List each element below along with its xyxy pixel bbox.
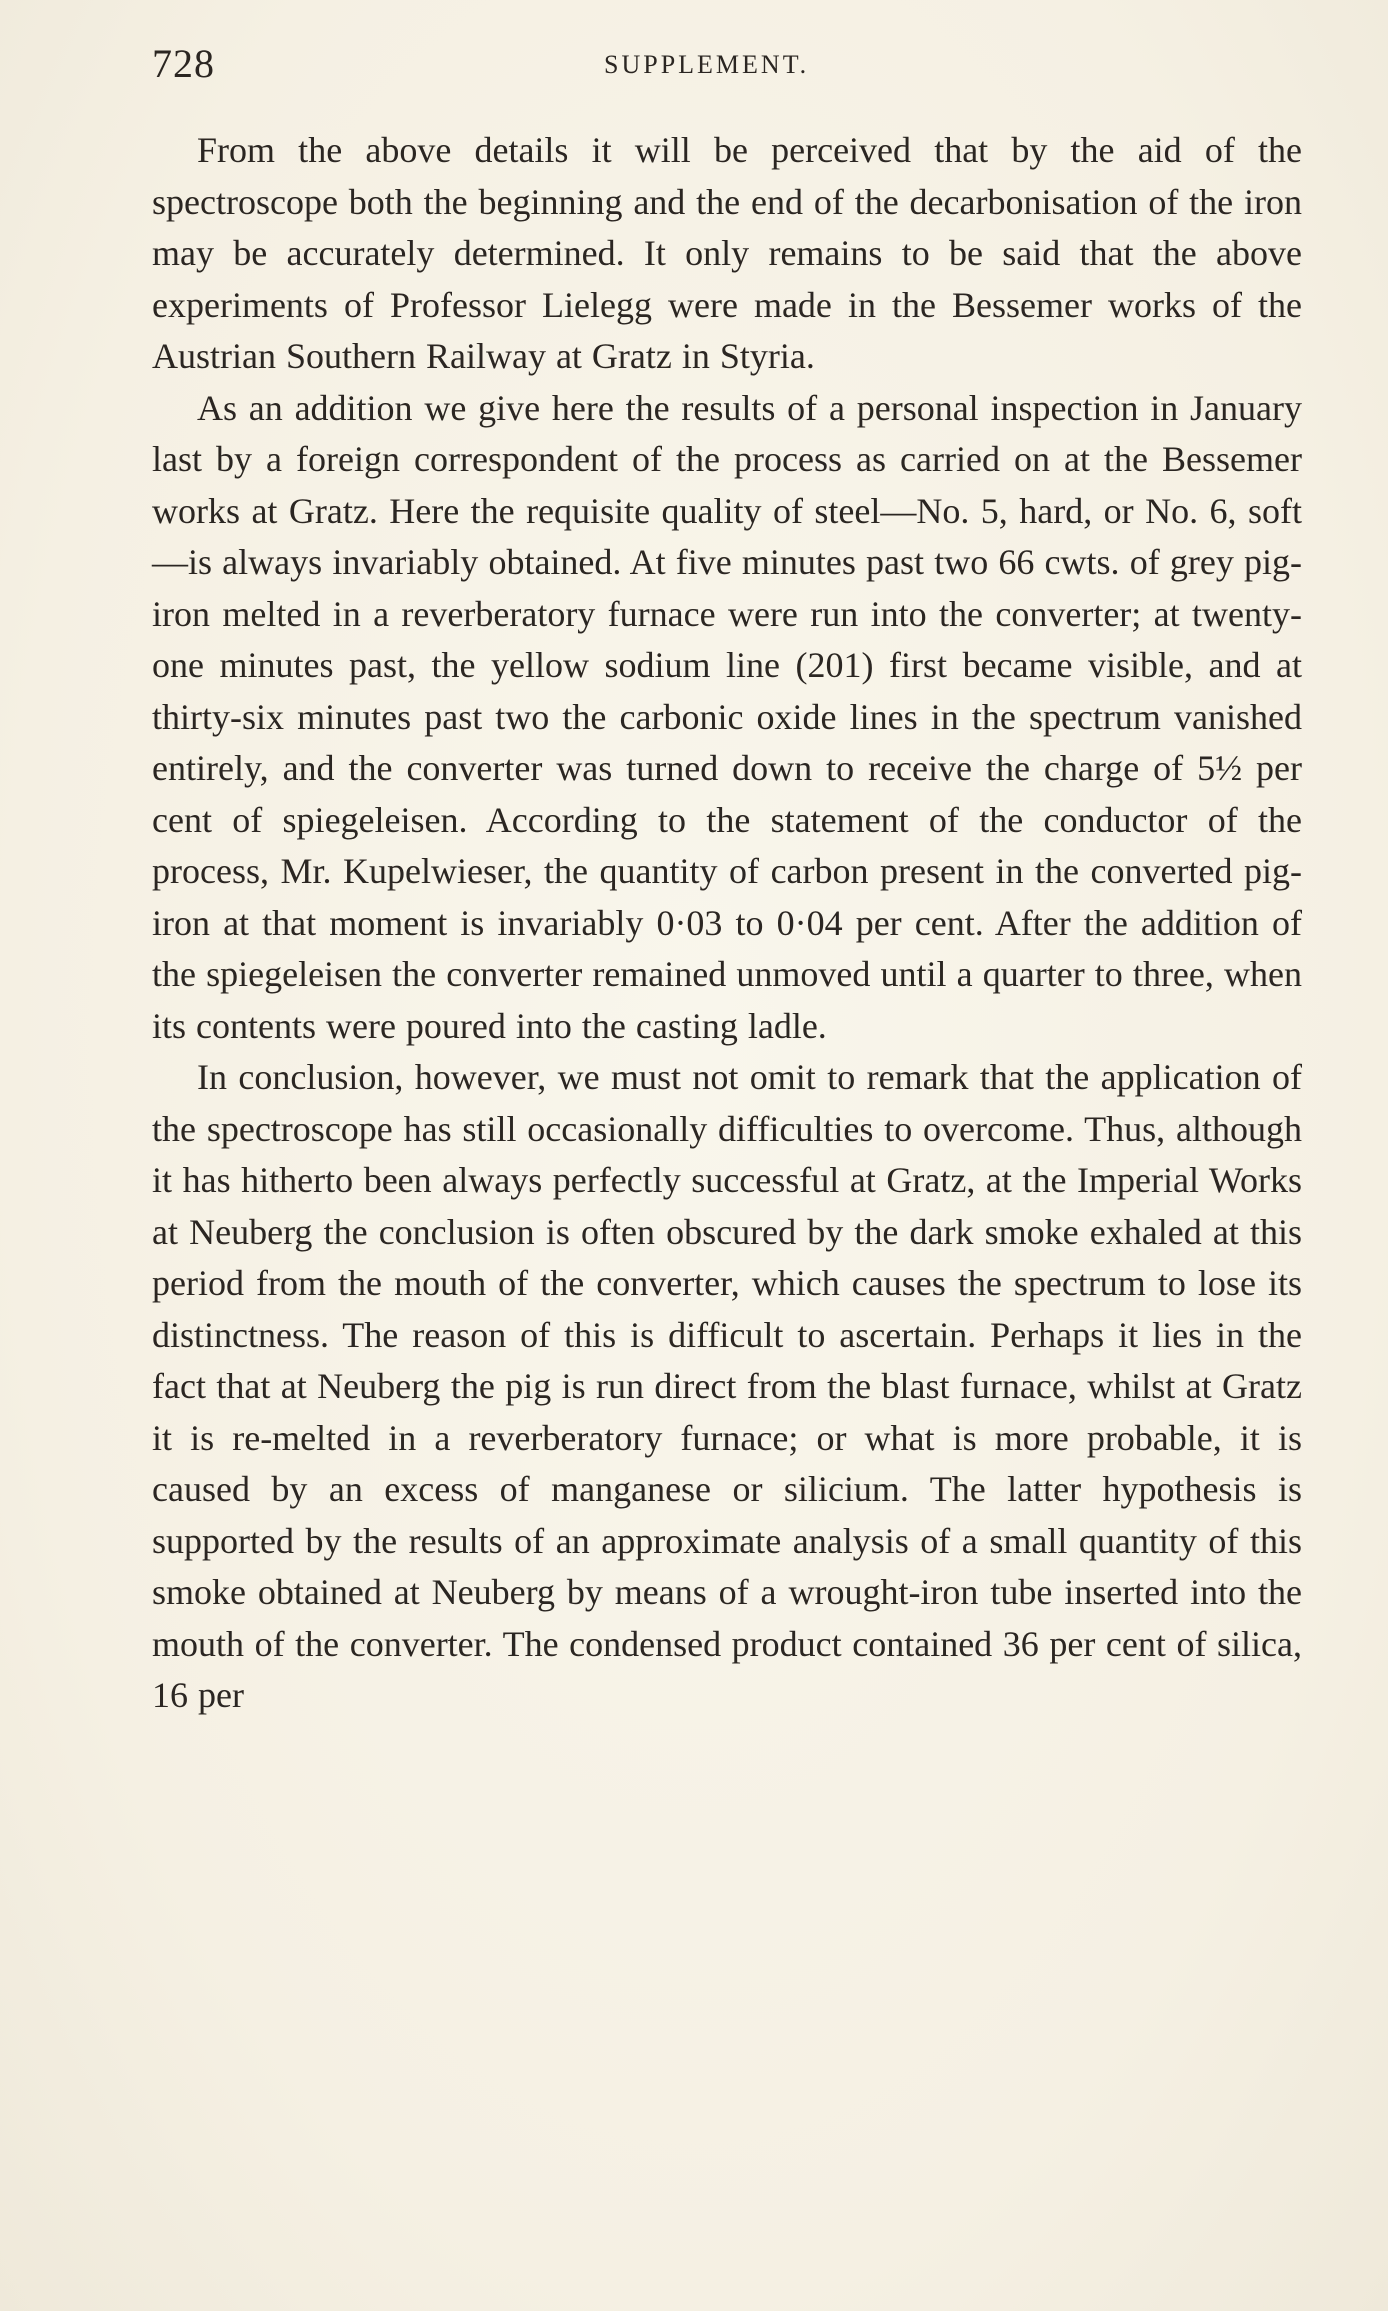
page-header [152,40,1302,100]
running-head: SUPPLEMENT. [604,50,810,79]
paragraph-1: From the above details it will be perceived that by the aid of the spectroscope both the beginning and the end of the decarbonisation of the iron may be accurately determined. It only remains to be said that the above experiments of Professor Lielegg were made in the Bessemer works of the Austrian Southern Railway at Gratz in Styria. [152,130,1302,376]
body-text [152,125,1302,1722]
paragraph-3: In conclusion, however, we must not omit to remark that the application of the spectroscope has still occasionally difficulties to overcome. Thus, although it has hitherto been always perfectly successful at Gratz, at the Imperial Works at Neuberg the conclusion is often obscured by the dark smoke exhaled at this period from the mouth of the converter, which causes the spectrum to lose its distinctness. The reason of this is difficult to ascertain. Perhaps it lies in the fact that at Neuberg the pig is run direct from the blast furnace, whilst at Gratz it is re-melted in a reverberatory furnace; or what is more probable, it is caused by an excess of manganese or silicium. The latter hypothesis is supported by the results of an approximate analysis of a small quantity of this smoke obtained at Neuberg by means of a wrought-iron tube inserted into the mouth of the converter. The condensed product contained 36 per cent of silica, 16 per [152,1057,1302,1715]
paragraph-2: As an addition we give here the results of a personal inspection in January last by a foreign correspondent of the process as carried on at the Bessemer works at Gratz. Here the requisite quality of steel—No. 5, hard, or No. 6, soft—is always invariably obtained. At five minutes past two 66 cwts. of grey pig-iron melted in a reverberatory furnace were run into the converter; at twenty-one minutes past, the yellow sodium line (201) first became visible, and at thirty-six minutes past two the carbonic oxide lines in the spectrum vanished entirely, and the converter was turned down to receive the charge of 5½ per cent of spiegeleisen. According to the statement of the conductor of the process, Mr. Kupelwieser, the quantity of carbon present in the converted pig-iron at that moment is invariably 0·03 to 0·04 per cent. After the addition of the spiegeleisen the converter remained unmoved until a quarter to three, when its contents were poured into the casting ladle. [152,387,1302,1046]
page-number: 728 [152,41,215,86]
